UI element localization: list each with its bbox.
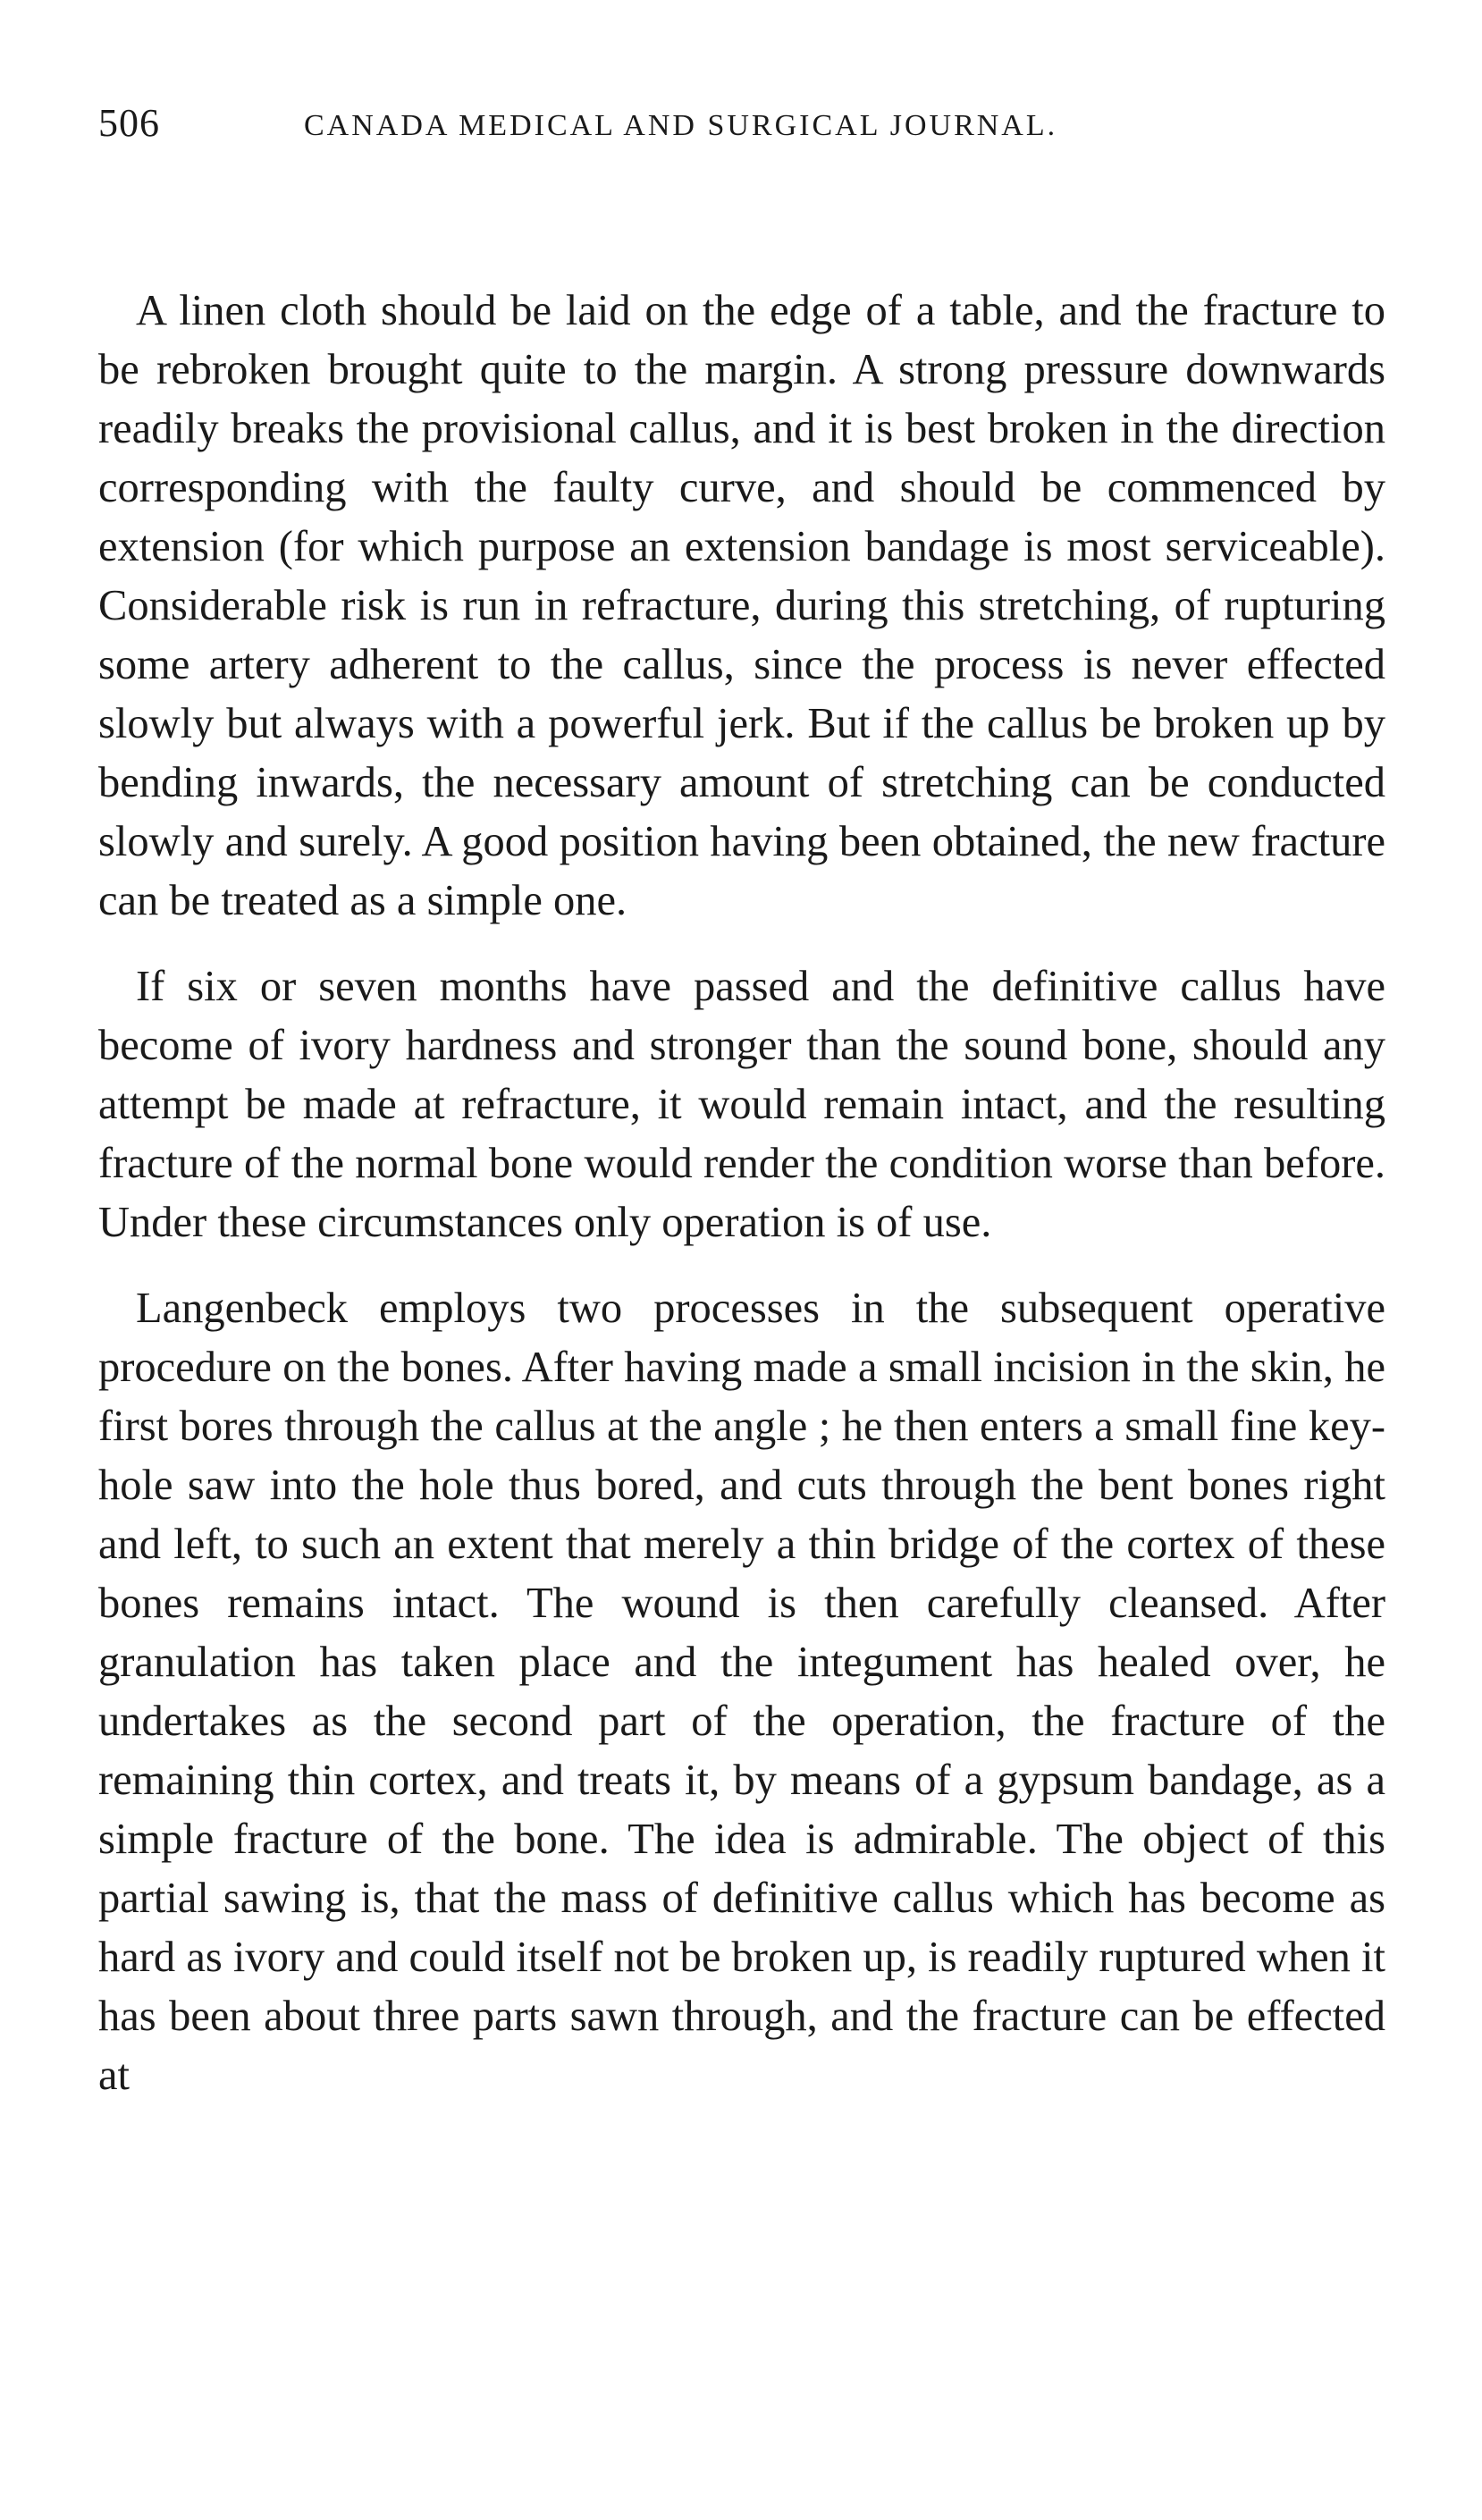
paragraph-langenbeck-procedure: Langenbeck employs two processes in the subsequent operative procedure on the bones. After having made a small incision in the skin, he first bores through the callus at the angle ; he then enters a small fine key-hole saw into the hole thus bored, and cuts through the bent bones right and left, to such an extent that merely a thin bridge of the cortex of these bones remains intact. The wound is then carefully cleansed. After granulation has taken place and the integument has healed over, he undertakes as the second part of the operation, the fracture of the remaining thin cortex, and treats it, by means of a gypsum bandage, as a simple fracture of the bone. The idea is admirable. The object of this partial sawing is, that the mass of definitive callus which has become as hard as ivory and could itself not be broken up, is readily ruptured when it has been about three parts sawn through, and the fracture can be effected at [98,1285,1385,2099]
paragraph-definitive-callus: If six or seven months have passed and the definitive callus have become of ivory hardness and stronger than the sound bone, should any attempt be made at refracture, it would remain intact, and the resulting fracture of the normal bone would render the condition worse than before. Under these circumstances only operation is of use. [98,963,1385,1246]
running-head [98,89,1385,161]
paragraph-refracture-method: A linen cloth should be laid on the edge of a table, and the fracture to be rebroken brought quite to the margin. A strong pressure downwards readily breaks the provisional callus, and it is best broken in the direction corresponding with the faulty curve, and should be commenced by extension (for which purpose an extension bandage is most serviceable). Considerable risk is run in refracture, during this stretching, of rupturing some artery adherent to the callus, since the process is never effected slowly but always with a powerful jerk. But if the callus be broken up by bending inwards, the necessary amount of stretching can be conducted slowly and surely. A good position having been obtained, the new fracture can be treated as a simple one. [98,287,1385,924]
article-body [98,282,1385,2105]
journal-page [98,89,1385,2105]
page-number: 506 [98,101,160,145]
journal-title: CANADA MEDICAL AND SURGICAL JOURNAL. [304,109,1058,142]
